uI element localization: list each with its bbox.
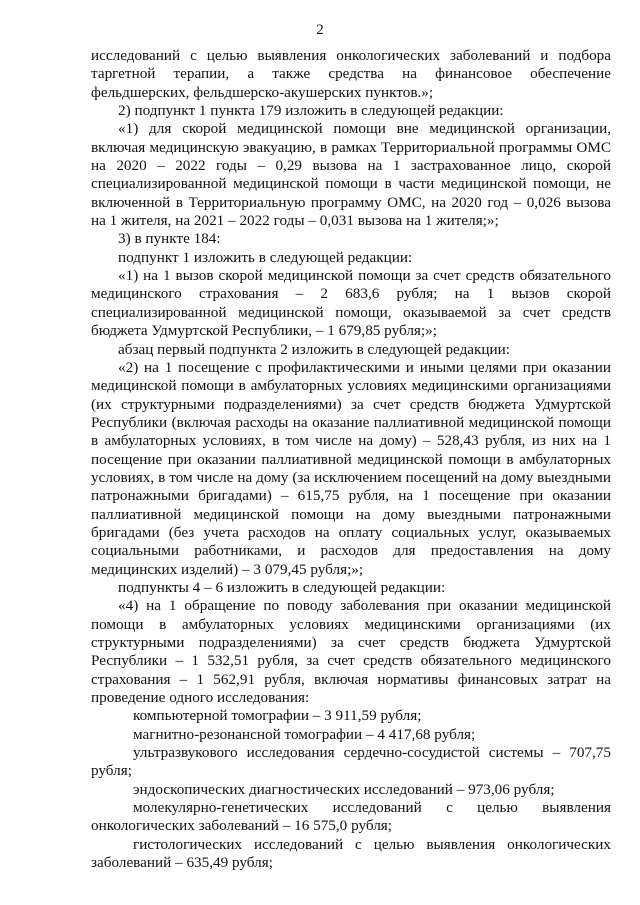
list-item: магнитно-резонансной томографии – 4 417,68 рубля; — [133, 725, 476, 743]
page-number: 2 — [316, 22, 324, 38]
paragraph: «2) на 1 посещение с профилактическими и иными целями при оказании медицинской помощи в амбулаторных условиях медицинскими организациями (их структурными подразделениями) за счет средств бюджета Удмуртской Республики (включая расходы на оказание паллиативной медицинской помощи в амбулаторных условиях, в том числе на дому) – 528,43 рубля, из них на 1 посещение при оказании паллиативной медицинской помощи в амбулаторных условиях, в том числе на дому (за исключением посещений на дому выездными патронажными бригадами) – 615,75 рубля, на 1 посещение при оказании паллиативной медицинской помощи на дому выездными патронажными бригадами (без учета расходов на оплату социальных услуг, оказываемых социальными работниками, и расходов для предоставления на дому медицинских изделий) – 3 079,45 рубля;»; — [91, 358, 611, 578]
document-body — [91, 47, 611, 872]
list-item: гистологических исследований с целью выявления онкологических заболеваний – 635,49 рубля; — [91, 835, 611, 872]
paragraph: 2) подпункт 1 пункта 179 изложить в следующей редакции: — [118, 102, 504, 120]
paragraph: подпункты 4 – 6 изложить в следующей редакции: — [118, 578, 446, 596]
paragraph: исследований с целью выявления онкологических заболеваний и подбора таргетной терапии, а также средства на финансовое обеспечение фельдшерских, фельдшерско-акушерских пунктов.»; — [91, 47, 611, 101]
paragraph: «1) на 1 вызов скорой медицинской помощи за счет средств обязательного медицинского страхования – 2 683,6 рубля; на 1 вызов скорой специализированной медицинской помощи, оказываемой за счет средств бюджета Удмуртской Республики, – 1 679,85 рубля;»; — [91, 267, 611, 340]
paragraph: 3) в пункте 184: — [118, 230, 221, 248]
paragraph: абзац первый подпункта 2 изложить в следующей редакции: — [118, 340, 511, 358]
paragraph: «4) на 1 обращение по поводу заболевания при оказании медицинской помощи в амбулаторных условиях медицинскими организациями (их структурными подразделениями) за счет средств бюджета Удмуртской Республики – 1 532,51 рубля, за счет средств обязательного медицинского страхования – 1 562,91 рубля, включая нормативы финансовых затрат на проведение одного исследования: — [91, 597, 611, 707]
list-item: компьютерной томографии – 3 911,59 рубля; — [133, 707, 422, 725]
list-item: ультразвукового исследования сердечно-сосудистой системы – 707,75 рубля; — [91, 744, 611, 780]
paragraph: подпункт 1 изложить в следующей редакции: — [118, 248, 413, 266]
list-item: эндоскопических диагностических исследований – 973,06 рубля; — [133, 780, 555, 798]
list-item: молекулярно-генетических исследований с целью выявления онкологических заболеваний – 16 575,0 рубля; — [91, 799, 611, 835]
paragraph: «1) для скорой медицинской помощи вне медицинской организации, включая медицинскую эвакуацию, в рамках Территориальной программы ОМС на 2020 – 2022 годы – 0,29 вызова на 1 застрахованное лицо, скорой специализированной медицинской помощи в части медицинской помощи, не включенной в Территориальную программу ОМС, на 2020 год – 0,026 вызова на 1 жителя, на 2021 – 2022 годы – 0,031 вызова на 1 жителя;»; — [91, 120, 611, 230]
